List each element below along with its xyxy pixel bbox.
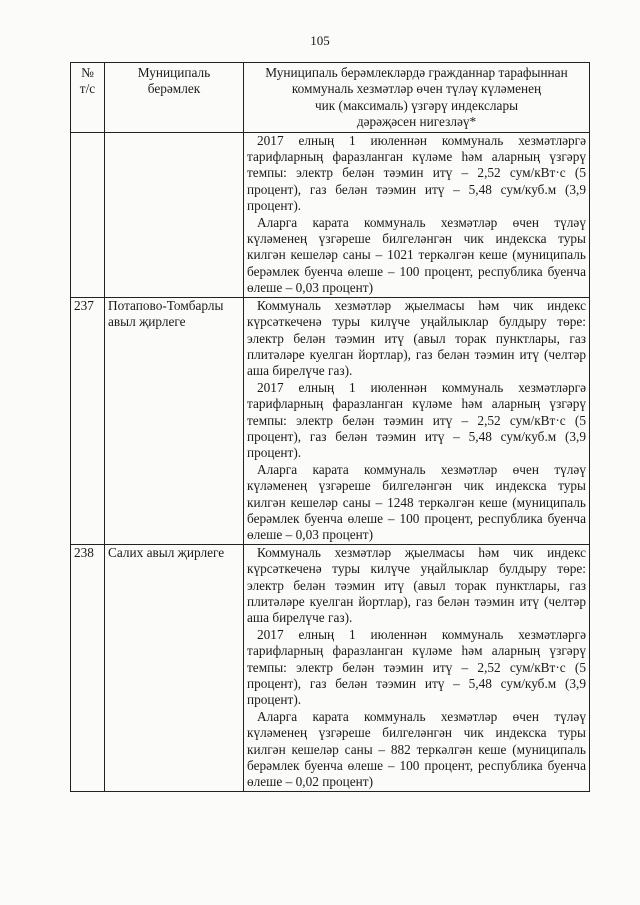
table-row [71, 132, 590, 297]
basis-paragraph: Коммуналь хезмәтләр җыелмасы һәм чик индекс күрсәткеченә туры килүче уңайлыклар булдыру төре: электр белән тәэмин итү (авыл торак пунктлары, газ плитәләре куелган йортлар), газ белән тәэмин итү (челтәр аша бирелүче газ). [247, 544, 586, 626]
header-basis: Муниципаль берәмлекләрдә гражданнар тарафыннан коммуналь хезмәтләр өчен түләү күләменең чик (максималь) үзгәрү индекслары дәрәҗәсен нигезләү* [244, 63, 590, 133]
header-number: № т/с [71, 63, 105, 133]
row-number: 238 [71, 544, 105, 791]
basis-paragraph: 2017 елның 1 июленнән коммуналь хезмәтләргә тарифларның фаразланган күләме һәм аларның үзгәрү темпы: электр белән тәэмин итү – 2,52 сум/кВт·с (5 процент), газ белән тәэмин итү – 5,48 сум/куб.м (3,9 процент). [247, 132, 586, 214]
tariff-index-table [70, 62, 590, 792]
row-municipality [105, 132, 244, 297]
row-number: 237 [71, 297, 105, 544]
basis-paragraph: 2017 елның 1 июленнән коммуналь хезмәтләргә тарифларның фаразланган күләме һәм аларның үзгәрү темпы: электр белән тәэмин итү – 2,52 сум/кВт·с (5 процент), газ белән тәэмин итү – 5,48 сум/куб.м (3,9 процент). [247, 379, 586, 461]
page-number: 105 [310, 33, 330, 48]
row-basis [244, 132, 590, 297]
basis-paragraph: Коммуналь хезмәтләр җыелмасы һәм чик индекс күрсәткеченә туры килүче уңайлыклар булдыру төре: электр белән тәэмин итү (авыл торак пунктлары, газ плитәләре куелган йортлар), газ белән тәэмин итү (челтәр аша бирелүче газ). [247, 297, 586, 379]
row-number [71, 132, 105, 297]
row-municipality: Потапово-Томбарлы авыл җирлеге [105, 297, 244, 544]
table-row [71, 297, 590, 544]
table-header-row [71, 63, 590, 133]
row-basis [244, 297, 590, 544]
row-basis [244, 544, 590, 791]
basis-paragraph: Аларга карата коммуналь хезмәтләр өчен түләү күләменең үзгәреше билгеләнгән чик индекска туры килгән кешеләр саны – 1248 теркәлгән кеше (муниципаль берәмлек буенча өлеше – 100 процент, республика буенча өлеше – 0,03 процент) [247, 461, 586, 543]
row-municipality: Салих авыл җирлеге [105, 544, 244, 791]
header-municipality: Муниципаль берәмлек [105, 63, 244, 133]
basis-paragraph: Аларга карата коммуналь хезмәтләр өчен түләү күләменең үзгәреше билгеләнгән чик индекска туры килгән кешеләр саны – 882 теркәлгән кеше (муниципаль берәмлек буенча өлеше – 100 процент, республика буенча өлеше – 0,02 процент) [247, 708, 586, 790]
basis-paragraph: 2017 елның 1 июленнән коммуналь хезмәтләргә тарифларның фаразланган күләме һәм аларның үзгәрү темпы: электр белән тәэмин итү – 2,52 сум/кВт·с (5 процент), газ белән тәэмин итү – 5,48 сум/куб.м (3,9 процент). [247, 626, 586, 708]
basis-paragraph: Аларга карата коммуналь хезмәтләр өчен түләү күләменең үзгәреше билгеләнгән чик индекска туры килгән кешеләр саны – 1021 теркәлгән кеше (муниципаль берәмлек буенча өлеше – 100 процент, республика буенча өлеше – 0,03 процент) [247, 214, 586, 296]
table-row [71, 544, 590, 791]
